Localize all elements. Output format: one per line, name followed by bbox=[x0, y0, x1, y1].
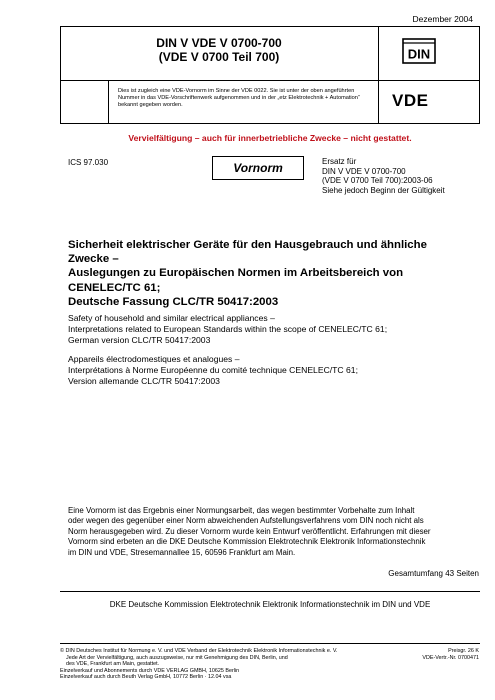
copyright-footer bbox=[60, 648, 400, 681]
reproduction-warning: Vervielfältigung – auch für innerbetriebliche Zwecke – nicht gestattet. bbox=[128, 133, 412, 143]
main-title-german bbox=[68, 238, 468, 309]
total-pages: Gesamtumfang 43 Seiten bbox=[388, 569, 479, 578]
document-number-cell bbox=[60, 26, 378, 80]
din-logo-graphic bbox=[402, 38, 436, 64]
footer-line-2: Jede Art der Vervielfältigung, auch auszugsweise, nur mit Genehmigung des DIN, Berlin, und bbox=[66, 654, 288, 661]
replacement-line-3: (VDE V 0700 Teil 700):2003-06 bbox=[322, 176, 433, 186]
footer-line-1: © DIN Deutsches Institut für Normung e. V. und VDE Verband der Elektrotechnik Elektronik Informationstechnik e. V. bbox=[60, 648, 338, 654]
dke-divider bbox=[60, 591, 480, 592]
english-title-line-3: German version CLC/TR 50417:2003 bbox=[68, 335, 211, 345]
french-title-line-3: Version allemande CLC/TR 50417:2003 bbox=[68, 376, 220, 386]
description-line-4: Vornorm sind erbeten an die DKE Deutsche Kommission Elektrotechnik Elektronik Informationstechnik bbox=[68, 537, 426, 547]
french-title-line-2: Interprétations à Norme Européenne du comité technique CENELEC/TC 61; bbox=[68, 365, 358, 375]
din-logo-text: DIN bbox=[407, 46, 431, 62]
issue-date: Dezember 2004 bbox=[412, 14, 473, 24]
footer-line-3: des VDE, Frankfurt am Main, gestattet. bbox=[66, 661, 160, 668]
vde-logo: VDE bbox=[392, 91, 429, 110]
description-line-3: Norm herausgegeben wird. Zu dieser Vornorm wurde kein Entwurf veröffentlicht. Erfahrungen mit dieser bbox=[68, 526, 431, 536]
replacement-line-2: DIN V VDE V 0700-700 bbox=[322, 166, 406, 176]
description-line-1: Eine Vornorm ist das Ergebnis einer Normungsarbeit, das wegen bestimmter Vorbehalte zum Inhalt bbox=[68, 506, 415, 515]
price-group: Preisgr. 26 K bbox=[448, 648, 479, 654]
header-left-stub-divider bbox=[108, 80, 109, 124]
vornorm-badge: Vornorm bbox=[212, 156, 304, 180]
english-title-line-2: Interpretations related to European Standards within the scope of CENELEC/TC 61; bbox=[68, 324, 388, 334]
footer-divider bbox=[60, 643, 480, 644]
header-horizontal-divider bbox=[60, 80, 480, 81]
document-number: DIN V VDE V 0700-700 bbox=[156, 36, 282, 50]
price-info bbox=[422, 648, 479, 662]
title-french bbox=[68, 354, 480, 387]
din-logo bbox=[402, 38, 436, 64]
footer-line-5: Einzelverkauf auch durch Beuth Verlag GmbH, 10772 Berlin · 12.04 vsa bbox=[60, 674, 232, 681]
main-title-line-4: CENELEC/TC 61; bbox=[68, 281, 161, 294]
replacement-line-1: Ersatz für bbox=[322, 157, 357, 166]
dke-line: DKE Deutsche Kommission Elektrotechnik Elektronik Informationstechnik im DIN und VDE bbox=[109, 600, 431, 609]
header-vertical-divider bbox=[378, 26, 379, 124]
ics-code: ICS 97.030 bbox=[68, 158, 109, 167]
title-english bbox=[68, 313, 480, 346]
description-line-5: im DIN und VDE, Stresemannallee 15, 60596 Frankfurt am Main. bbox=[68, 547, 296, 557]
vde-order-number: VDE-Vertr.-Nr. 0700471 bbox=[422, 655, 479, 661]
vde-note: Dies ist zugleich eine VDE-Vornorm im Sinne der VDE 0022. Sie ist unter der oben angeführten Nummer in das VDE-Vorschriftenwerk aufgenommen und in der „etz Elektrotechnik + Automation“ bekannt gegeben worden. bbox=[118, 88, 360, 109]
main-title-line-1: Sicherheit elektrischer Geräte für den Hausgebrauch und ähnliche bbox=[68, 239, 427, 251]
english-title-line-1: Safety of household and similar electrical appliances – bbox=[68, 313, 275, 323]
main-title-line-2: Zwecke – bbox=[68, 253, 119, 266]
main-title-line-5: Deutsche Fassung CLC/TR 50417:2003 bbox=[68, 295, 279, 308]
replacement-info bbox=[322, 157, 445, 195]
vornorm-description bbox=[68, 506, 480, 558]
footer-line-4: Einzelverkauf und Abonnements durch VDE VERLAG GMBH, 10625 Berlin bbox=[60, 667, 240, 674]
french-title-line-1: Appareils électrodomestiques et analogues – bbox=[68, 354, 240, 364]
document-number-alt: (VDE V 0700 Teil 700) bbox=[158, 50, 280, 64]
replacement-line-4: Siehe jedoch Beginn der Gültigkeit bbox=[322, 185, 445, 195]
description-line-2: oder wegen des gegenüber einer Norm abweichenden Aufstellungsverfahrens vom DIN noch nicht als bbox=[68, 516, 424, 526]
main-title-line-3: Auslegungen zu Europäischen Normen im Arbeitsbereich von bbox=[68, 267, 404, 280]
